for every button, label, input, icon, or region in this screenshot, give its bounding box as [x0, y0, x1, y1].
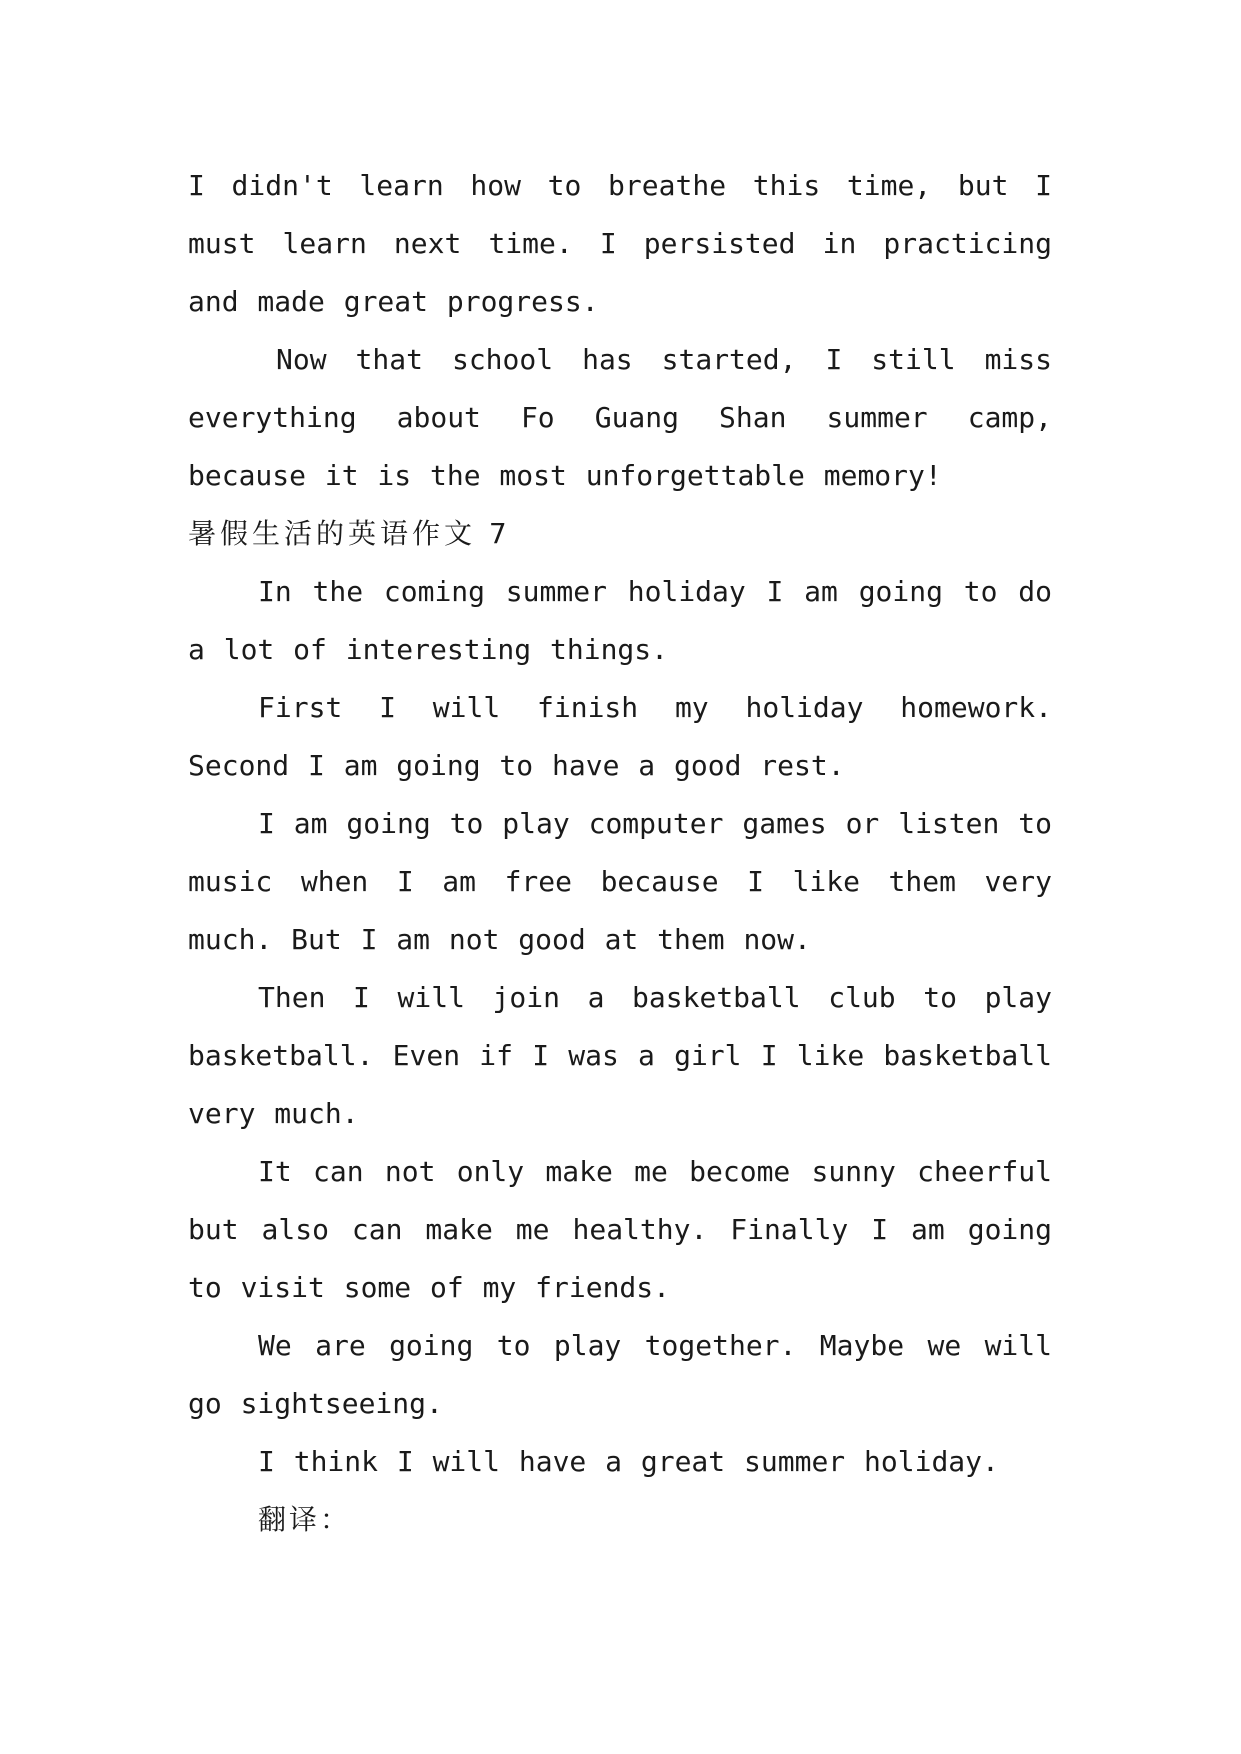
essay-paragraph-6: We are going to play together. Maybe we will go sightseeing.	[188, 1329, 1052, 1420]
translation-label: 翻译：	[258, 1503, 352, 1536]
essay-paragraph-1: In the coming summer holiday I am going to do a lot of interesting things.	[188, 575, 1052, 666]
section-heading: 暑假生活的英语作文 7	[188, 517, 511, 550]
paragraph-breathing: I didn't learn how to breathe this time, but I must learn next time. I persisted in practicing and made great progress.	[188, 169, 1052, 318]
document-page	[188, 157, 1052, 1549]
essay-paragraph-3: I am going to play computer games or listen to music when I am free because I like them very much. But I am not good at them now.	[188, 807, 1052, 956]
essay-paragraph-4: Then I will join a basketball club to play basketball. Even if I was a girl I like basketball very much.	[188, 981, 1052, 1130]
paragraph-summer-camp: Now that school has started, I still miss everything about Fo Guang Shan summer camp, because it is the most unforgettable memory!	[188, 343, 1052, 492]
essay-paragraph-5: It can not only make me become sunny cheerful but also can make me healthy. Finally I am going to visit some of my friends.	[188, 1155, 1052, 1304]
essay-paragraph-7: I think I will have a great summer holiday.	[258, 1445, 999, 1478]
essay-paragraph-2: First I will finish my holiday homework. Second I am going to have a good rest.	[188, 691, 1052, 782]
